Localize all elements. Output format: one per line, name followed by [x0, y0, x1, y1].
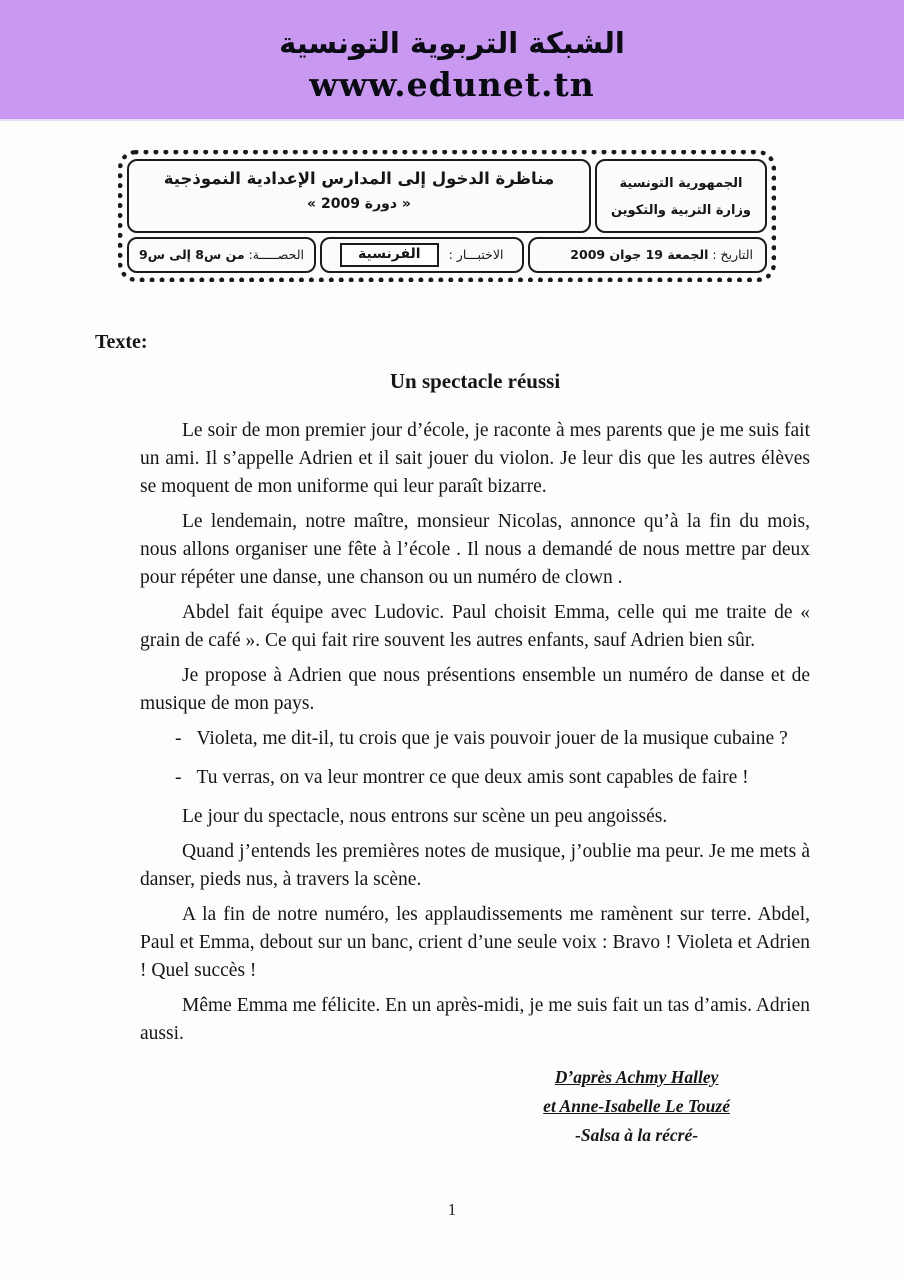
paragraph-2: Le lendemain, notre maître, monsieur Nicolas, annonce qu’à la fin du mois, nous allons organiser une fête à l’école . Il nous a demandé de nous mettre par deux pour répéter une danse, une chanson ou un numéro de clown .	[140, 510, 810, 588]
date-label: التاريخ :	[712, 246, 753, 262]
exam-title: مناظرة الدخول إلى المدارس الإعدادية النموذجية	[163, 169, 555, 188]
exam-time-cell	[127, 237, 316, 273]
site-url: www.edunet.tn	[309, 64, 595, 104]
site-banner	[0, 0, 904, 121]
dash-marker: -	[175, 766, 182, 788]
attribution-author-2: et Anne-Isabelle Le Touzé	[543, 1095, 730, 1116]
republic-line: الجمهورية التونسية	[619, 176, 743, 191]
paragraph-5: Le jour du spectacle, nous entrons sur scène un peu angoissés.	[182, 805, 668, 827]
text-title: Un spectacle réussi	[389, 368, 561, 393]
page-number: 1	[447, 1200, 457, 1219]
attribution	[543, 1063, 730, 1150]
exam-date-cell	[528, 237, 767, 273]
exam-title-cell	[127, 159, 591, 233]
ministry-line: وزارة التربية والتكوين	[610, 203, 752, 219]
dialogue-line-2	[175, 764, 810, 792]
dash-marker: -	[175, 727, 182, 749]
exam-subject-cell	[320, 237, 524, 273]
time-value: من س8 إلى س9	[139, 246, 245, 262]
attribution-author-1: D’après Achmy Halley	[554, 1066, 719, 1087]
ministry-cell	[595, 159, 767, 233]
dialogue-text: Violeta, me dit-il, tu crois que je vais pouvoir jouer de la musique cubaine ?	[196, 727, 788, 749]
site-name-arabic: الشبكة التربوية التونسية	[279, 25, 625, 60]
dialogue-line-1	[175, 725, 810, 753]
subject-label: الاختبـــار :	[448, 247, 504, 263]
exam-session: « دورة 2009 »	[307, 196, 411, 212]
paragraph-7: A la fin de notre numéro, les applaudissements me ramènent sur terre. Abdel, Paul et Emma, debout sur un banc, crient d’une seule voix : Bravo ! Violeta et Adrien ! Quel succès !	[140, 903, 810, 981]
paragraph-3: Abdel fait équipe avec Ludovic. Paul choisit Emma, celle qui me traite de « grain de café ». Ce qui fait rire souvent les autres enfants, sauf Adrien bien sûr.	[140, 601, 810, 651]
exam-header-box	[118, 150, 776, 282]
paragraph-6: Quand j’entends les premières notes de musique, j’oublie ma peur. Je me mets à danser, pieds nus, à travers la scène.	[140, 840, 810, 890]
dialogue-text: Tu verras, on va leur montrer ce que deux amis sont capables de faire !	[196, 766, 749, 788]
paragraph-8: Même Emma me félicite. En un après-midi, je me suis fait un tas d’amis. Adrien aussi.	[140, 994, 810, 1044]
texte-label: Texte:	[95, 330, 148, 353]
exam-header-bottom-row	[127, 237, 767, 273]
text-body	[140, 367, 810, 1150]
attribution-work-title: -Salsa à la récré-	[575, 1124, 699, 1145]
exam-header-top-row	[127, 159, 767, 233]
attribution-wrap	[140, 1063, 810, 1150]
paragraph-1: Le soir de mon premier jour d’école, je raconte à mes parents que je me suis fait un ami. Il s’appelle Adrien et il sait jouer du violon. Je leur dis que les autres élèves se moquent de mon uniforme qui leur paraît bizarre.	[140, 419, 810, 497]
time-label: الحصـــــة:	[248, 246, 304, 262]
paragraph-4: Je propose à Adrien que nous présentions ensemble un numéro de danse et de musique de mon pays.	[140, 664, 810, 714]
subject-value: الفرنسية	[340, 243, 439, 267]
date-value: الجمعة 19 جوان 2009	[570, 246, 709, 262]
